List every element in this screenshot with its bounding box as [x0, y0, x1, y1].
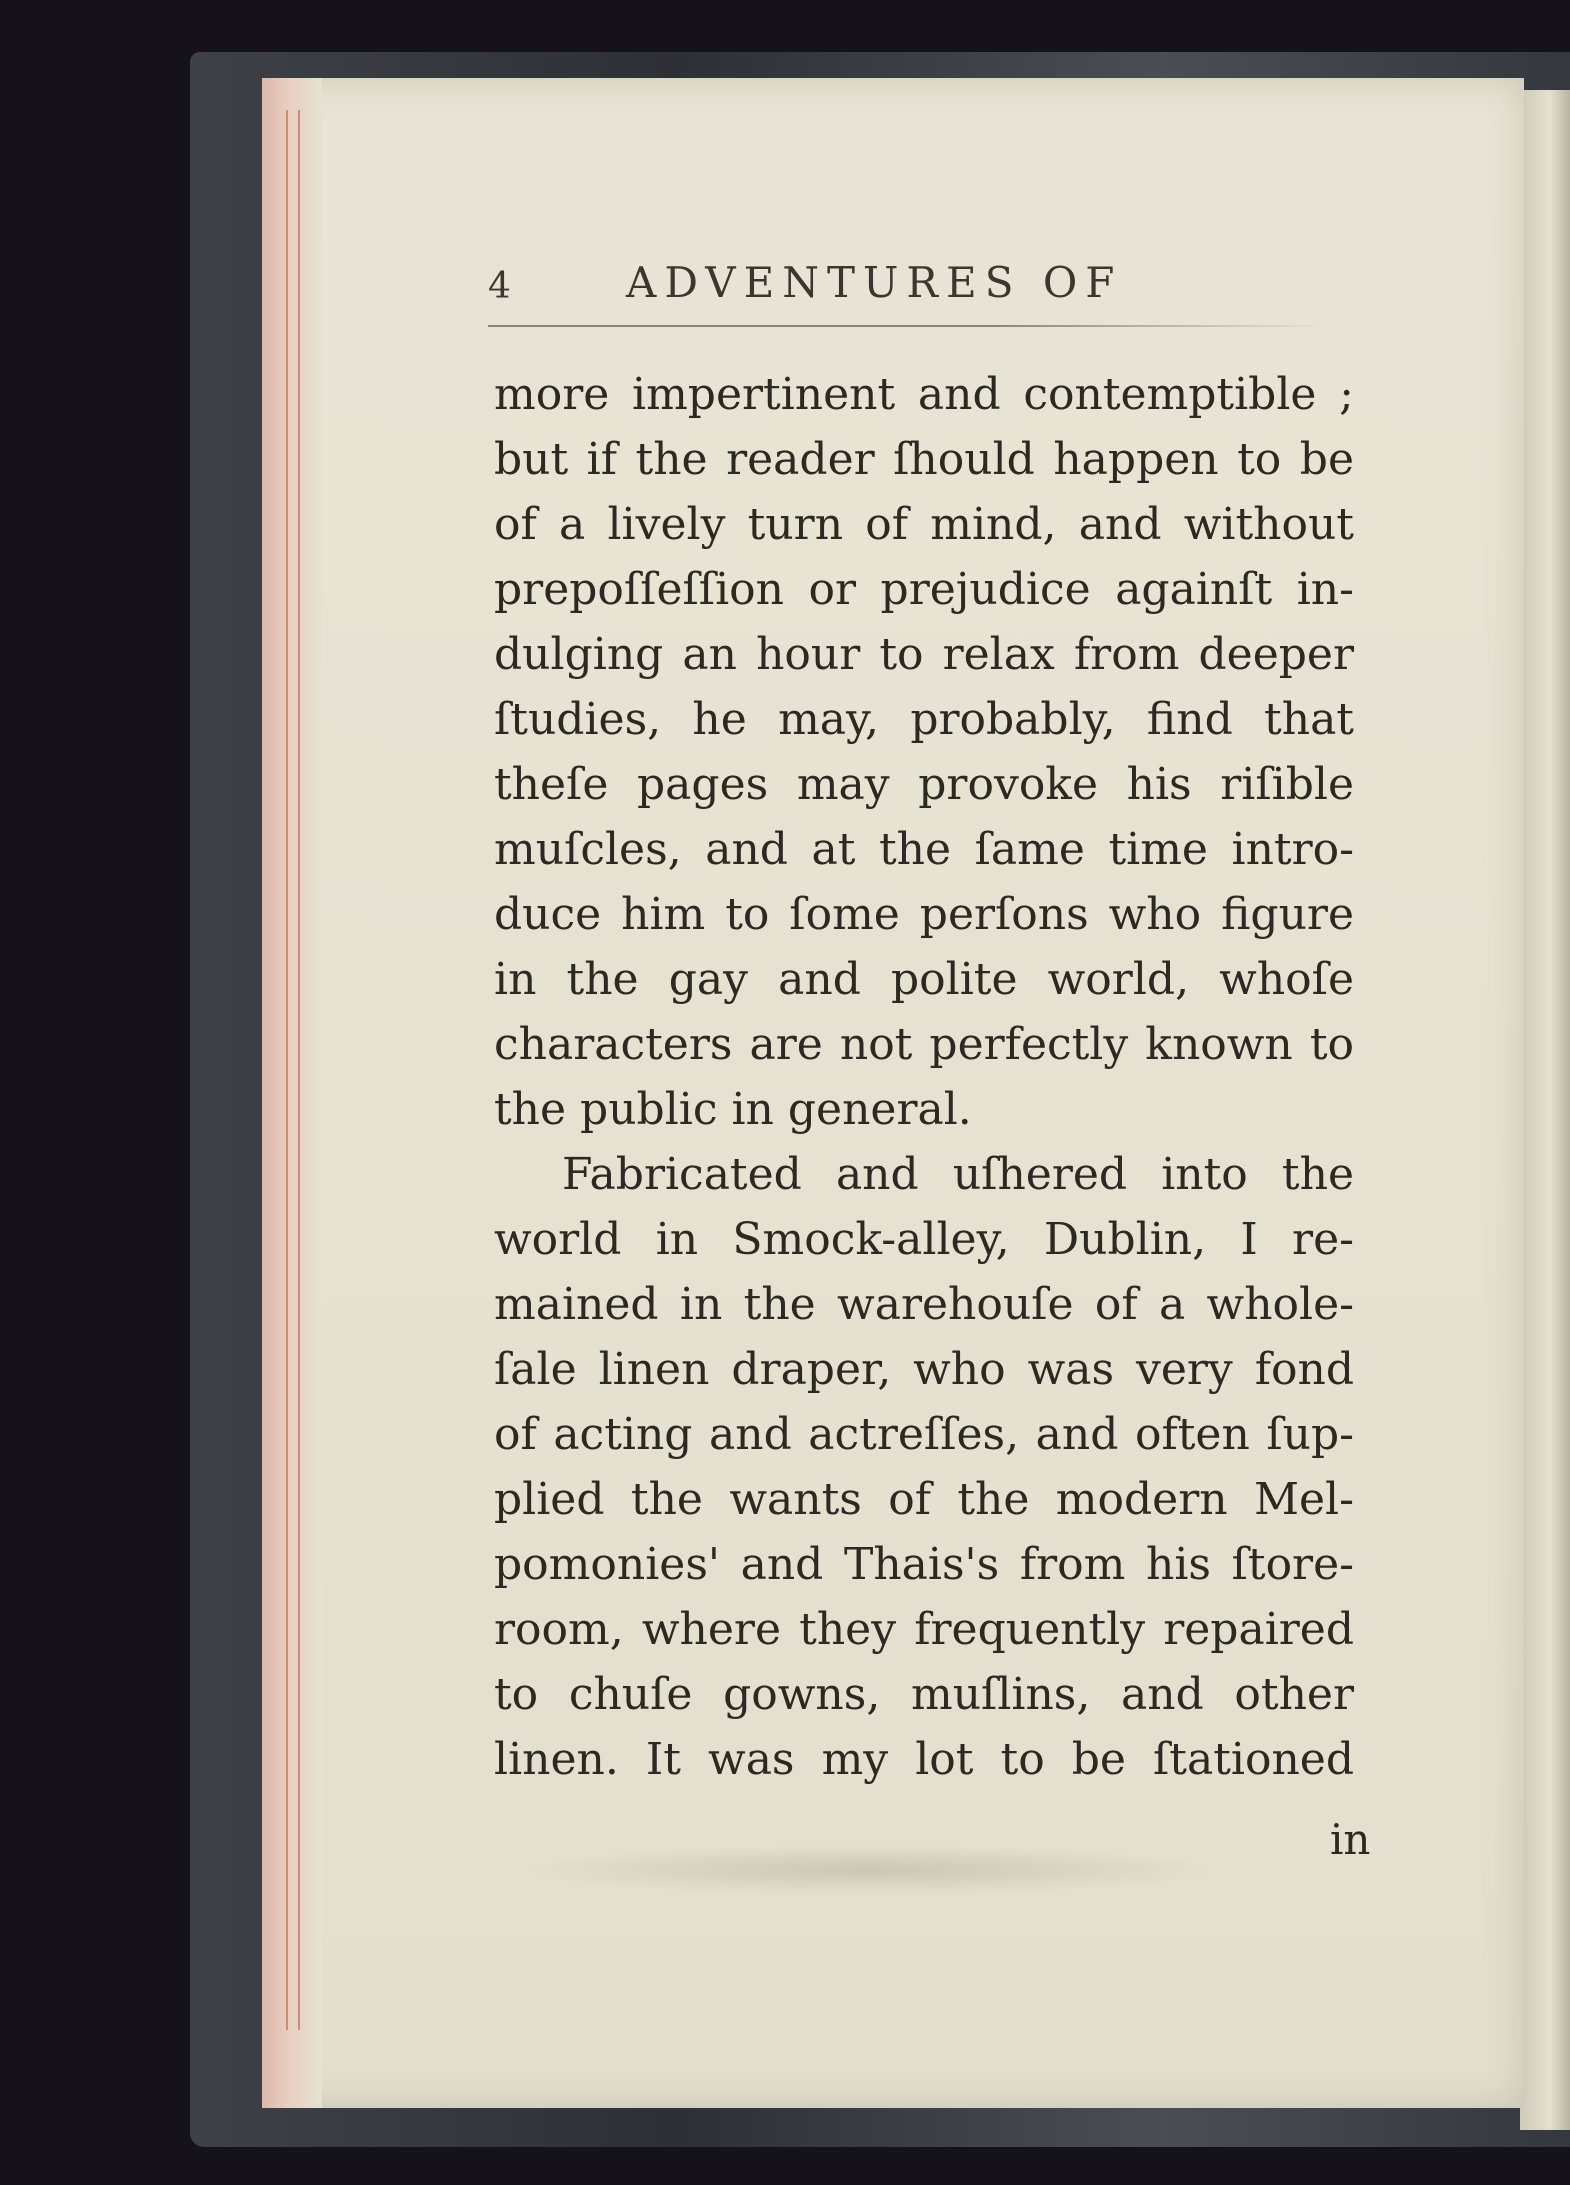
text-line: pomonies' and Thais's from his ſtore- — [494, 1539, 1354, 1590]
text-line: of acting and actreſſes, and often ſup- — [494, 1409, 1354, 1460]
page-gutter — [262, 78, 322, 2108]
text-line: theſe pages may provoke his riſible — [494, 759, 1354, 810]
text-line: mained in the warehouſe of a whole- — [494, 1279, 1354, 1330]
text-line: ſale linen draper, who was very fond — [494, 1344, 1354, 1395]
text-line: dulging an hour to relax from deeper — [494, 629, 1354, 680]
text-line: but if the reader ſhould happen to be — [494, 434, 1354, 485]
page-edge-line — [286, 110, 288, 2030]
page-header — [488, 258, 1328, 320]
header-rule — [488, 325, 1328, 327]
text-line: room, where they frequently repaired — [494, 1604, 1354, 1655]
text-line: linen. It was my lot to be ſtationed — [494, 1734, 1354, 1785]
text-line: characters are not perfectly known to — [494, 1019, 1354, 1070]
text-line: world in Smock-alley, Dublin, I re- — [494, 1214, 1354, 1265]
paragraph-start-line: Fabricated and uſhered into the — [562, 1149, 1354, 1200]
page-number: 4 — [488, 266, 511, 307]
page-edge-line — [298, 110, 300, 2030]
text-line: prepoſſeſſion or prejudice againſt in- — [494, 564, 1354, 615]
text-line: more impertinent and contemptible ; — [494, 369, 1354, 420]
facing-page-edge — [1520, 90, 1570, 2130]
text-line: duce him to ſome perſons who figure — [494, 889, 1354, 940]
show-through-stain — [520, 1845, 1220, 1895]
text-line: plied the wants of the modern Mel- — [494, 1474, 1354, 1525]
catchword: in — [1330, 1815, 1371, 1864]
body-text — [494, 362, 1354, 1792]
text-line: the public in general. — [494, 1084, 972, 1135]
text-line: muſcles, and at the ſame time intro- — [494, 824, 1354, 875]
text-line: to chuſe gowns, muſlins, and other — [494, 1669, 1354, 1720]
text-line: in the gay and polite world, whoſe — [494, 954, 1354, 1005]
running-head: ADVENTURES OF — [626, 258, 1123, 307]
text-line: of a lively turn of mind, and without — [494, 499, 1354, 550]
text-line: ſtudies, he may, probably, find that — [494, 694, 1354, 745]
